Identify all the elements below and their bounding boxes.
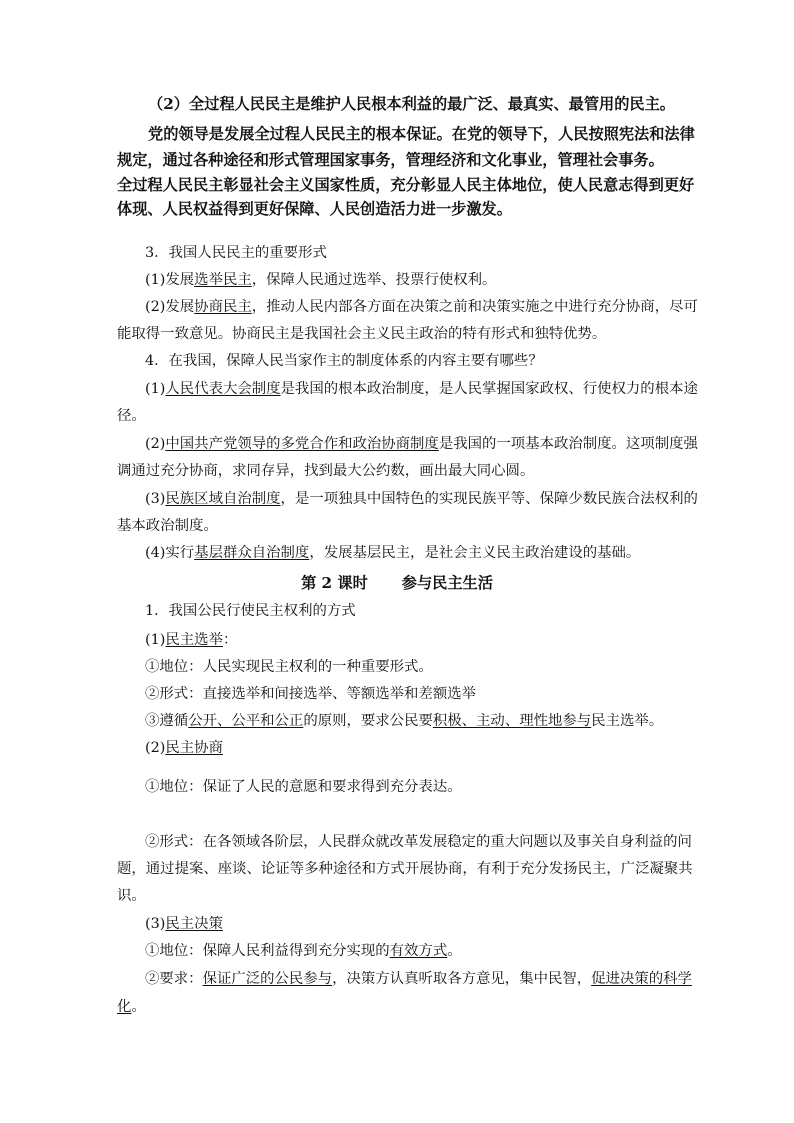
text-run: ：: [222, 632, 238, 648]
section-3-item-2-line-2: 能取得一致意见。协商民主是我国社会主义民主政治的特有形式和独特优势。: [117, 326, 607, 342]
text-run: (3): [145, 491, 166, 507]
section-4-item-1-line-1: [145, 380, 698, 398]
underlined-term: 民主决策: [165, 916, 223, 932]
democratic-decision-status: [145, 942, 462, 960]
democratic-decision-requirements-line-1: [145, 970, 692, 988]
section-4-item-1-line-2: 径。: [117, 408, 146, 424]
democratic-decision-label: [145, 915, 223, 933]
lesson-2-title: [0, 572, 794, 593]
text-run: ，推动人民内部各方面在决策之前和决策实施之中进行充分协商，尽可: [251, 299, 698, 315]
section-a-paragraph-1-line-2: 规定，通过各种途径和形式管理国家事务，管理经济和文化事业，管理社会事务。: [117, 151, 664, 169]
section-4-item-3-line-2: 基本政治制度。: [117, 518, 218, 534]
underlined-term: 协商民主: [194, 299, 252, 315]
democratic-election-label: [145, 631, 237, 649]
democratic-decision-requirements-line-2: [117, 998, 146, 1016]
text-run: (1): [145, 632, 166, 648]
underlined-term: 民族区域自治制度: [165, 491, 281, 507]
democratic-consultation-forms-line-3: 识。: [117, 888, 146, 904]
section-4-heading: 4．在我国，保障人民当家作主的制度体系的内容主要有哪些？: [145, 353, 543, 369]
underlined-term: 民主选举: [165, 632, 223, 648]
underlined-term: 民主协商: [165, 740, 223, 756]
text-run: ，是一项独具中国特色的实现民族平等、保障少数民族合法权利的: [280, 491, 698, 507]
section-3-heading: 3．我国人民民主的重要形式: [145, 245, 327, 261]
text-run: (4)实行: [145, 545, 195, 561]
text-run: ，保障人民通过选举、投票行使权利。: [251, 272, 497, 288]
text-run: 民主选举。: [591, 713, 664, 729]
text-run: (2): [145, 740, 166, 756]
text-run: 。: [131, 999, 146, 1015]
section-a-paragraph-1-line-1: 党的领导是发展全过程人民民主的根本保证。在党的领导下，人民按照宪法和法律: [148, 125, 695, 143]
underlined-term: 保证广泛的公民参与: [202, 971, 333, 987]
democratic-consultation-forms-line-2: 题，通过提案、座谈、论证等多种途径和方式开展协商，有利于充分发扬民主，广泛凝聚共: [117, 861, 693, 877]
section-4-item-2-line-2: 调通过充分协商，求同存异，找到最大公约数，画出最大同心圆。: [117, 463, 535, 479]
underlined-term: 促进决策的科学: [591, 971, 692, 987]
text-run: ①地位：保障人民利益得到充分实现的: [145, 943, 390, 959]
democratic-consultation-label: [145, 739, 223, 757]
democratic-election-forms: ②形式：直接选举和间接选举、等额选举和差额选举: [145, 686, 476, 702]
text-run: ，发展基层民主，是社会主义民主政治建设的基础。: [309, 545, 641, 561]
lesson-name: 参与民主生活: [401, 574, 493, 592]
text-run: ②要求：: [145, 971, 203, 987]
text-run: 。: [447, 943, 462, 959]
section-3-item-1: [145, 271, 496, 289]
underlined-term: 积极、主动、理性地参与: [432, 713, 592, 729]
democratic-consultation-status: ①地位：保证了人民的意愿和要求得到充分表达。: [145, 779, 462, 795]
text-run: (1)发展: [145, 272, 195, 288]
underlined-term: 有效方式: [389, 943, 448, 959]
text-run: (1): [145, 381, 166, 397]
text-run: 是我国的一项基本政治制度。这项制度强: [438, 436, 698, 452]
underlined-term: 人民代表大会制度: [165, 381, 281, 397]
section-4-item-2-line-1: [145, 435, 698, 453]
democratic-consultation-forms-line-1: ②形式：在各领域各阶层，人民群众就改革发展稳定的重大问题以及事关自身利益的问: [145, 834, 692, 850]
text-run: ，决策方认真听取各方意见，集中民智，: [332, 971, 592, 987]
lesson-2-heading: 1．我国公民行使民主权利的方式: [145, 603, 356, 619]
underlined-term: 基层群众自治制度: [194, 545, 310, 561]
democratic-election-status: ①地位：人民实现民主权利的一种重要形式。: [145, 659, 433, 675]
text-run: ③遵循: [145, 713, 189, 729]
underlined-term: 选举民主: [194, 272, 252, 288]
text-run: 的原则，要求公民要: [303, 713, 433, 729]
underlined-term: 公开、公平和公正: [188, 713, 304, 729]
section-3-item-2-line-1: [145, 298, 698, 316]
section-a-heading: （2）全过程人民民主是维护人民根本利益的最广泛、最真实、最管用的民主。: [148, 95, 675, 113]
text-run: (3): [145, 916, 166, 932]
lesson-number: 第 2 课时: [301, 574, 368, 592]
underlined-term: 化: [117, 999, 132, 1015]
text-run: (2): [145, 436, 166, 452]
democratic-election-principles: [145, 712, 663, 730]
section-4-item-4: [145, 544, 640, 562]
underlined-term: 中国共产党领导的多党合作和政治协商制度: [165, 436, 439, 452]
section-a-paragraph-2-line-2: 体现、人民权益得到更好保障、人民创造活力进一步激发。: [117, 200, 512, 218]
section-a-paragraph-2-line-1: 全过程人民民主彰显社会主义国家性质，充分彰显人民主体地位，使人民意志得到更好: [117, 176, 695, 194]
text-run: 是我国的根本政治制度，是人民掌握国家政权、行使权力的根本途: [280, 381, 698, 397]
text-run: (2)发展: [145, 299, 195, 315]
section-4-item-3-line-1: [145, 490, 698, 508]
